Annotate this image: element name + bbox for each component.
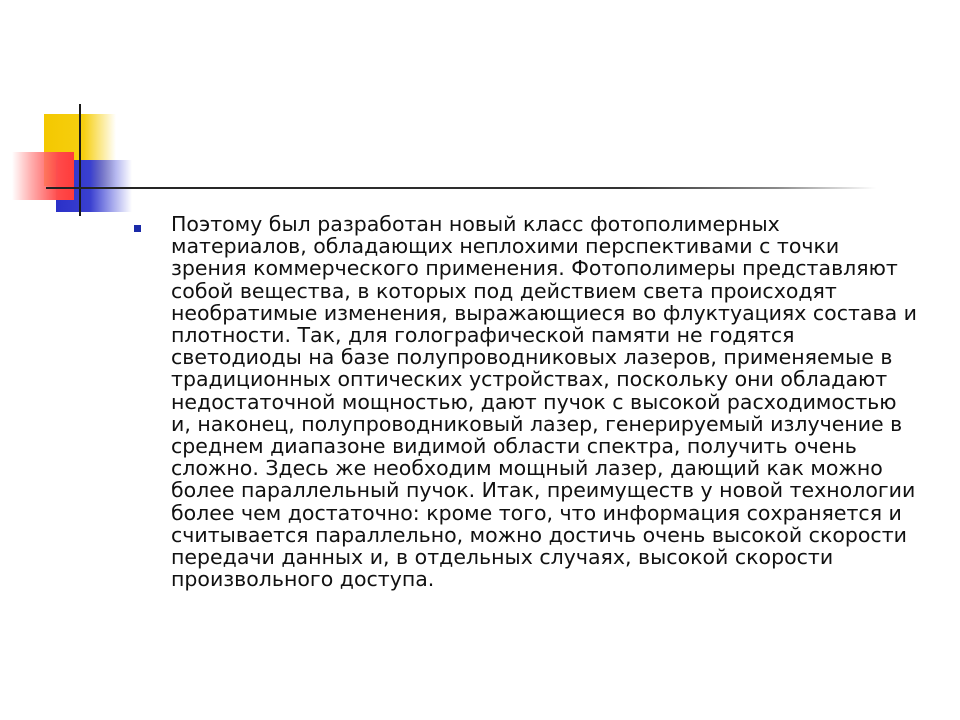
bullet-text: Поэтому был разработан новый класс фотополимерных материалов, обладающих неплохими перспективами с точки зрения коммерческого применения. Фотополимеры представляют собой вещества, в которых под действием света происходят необратимые изменения, выражающиеся во флуктуациях состава и плотности. Так, для голографической памяти не годятся светодиоды на базе полупроводниковых лазеров, применяемые в традиционных оптических устройствах, поскольку они обладают недостаточной мощностью, дают пучок с высокой расходимостью и, наконец, полупроводниковый лазер, генерируемый излучение в среднем диапазоне видимой области спектра, получить очень сложно. Здесь же необходим мощный лазер, дающий как можно более параллельный пучок. Итак, преимуществ у новой технологии более чем достаточно: кроме того, что информация сохраняется и считывается параллельно, можно достичь очень высокой скорости передачи данных и, в отдельных случаях, высокой скорости произвольного доступа. (171, 212, 917, 592)
horizontal-divider-line (46, 187, 876, 189)
red-square-decoration (12, 152, 74, 200)
bullet-list-item (134, 213, 934, 590)
vertical-divider-line (79, 104, 81, 216)
square-bullet-icon (134, 225, 141, 232)
